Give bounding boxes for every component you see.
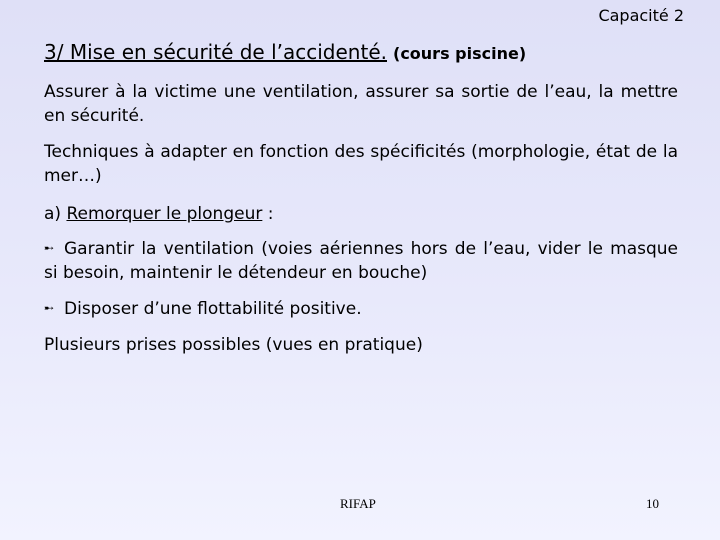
slide-title	[44, 40, 526, 64]
arrow-icon: ➸	[44, 301, 55, 315]
page-number: 10	[646, 496, 659, 511]
paragraph-2: Techniques à adapter en fonction des spécificités (morphologie, état de la mer…)	[44, 142, 678, 186]
bullet-2-text: Disposer d’une flottabilité positive.	[64, 299, 362, 319]
footer-label: RIFAP	[340, 496, 376, 511]
p3-prefix: a)	[44, 204, 67, 224]
capacity-label: Capacité 2	[598, 6, 684, 25]
p3-underlined: Remorquer le plongeur	[66, 204, 263, 224]
bullet-item-2	[44, 296, 678, 321]
bullet-item-1	[44, 236, 678, 285]
paragraph-3	[44, 202, 678, 226]
paragraph-6: Plusieurs prises possibles (vues en pratique)	[44, 335, 423, 355]
p3-suffix: :	[262, 204, 274, 224]
title-main: 3/ Mise en sécurité de l’accidenté.	[44, 40, 387, 64]
paragraph-1: Assurer à la victime une ventilation, assurer sa sortie de l’eau, la mettre en sécurité.	[44, 82, 678, 126]
bullet-1-text: Garantir la ventilation (voies aériennes hors de l’eau, vider le masque si besoin, maintenir le détendeur en bouche)	[44, 239, 678, 283]
title-sub: (cours piscine)	[393, 44, 527, 63]
arrow-icon: ➸	[44, 241, 55, 255]
